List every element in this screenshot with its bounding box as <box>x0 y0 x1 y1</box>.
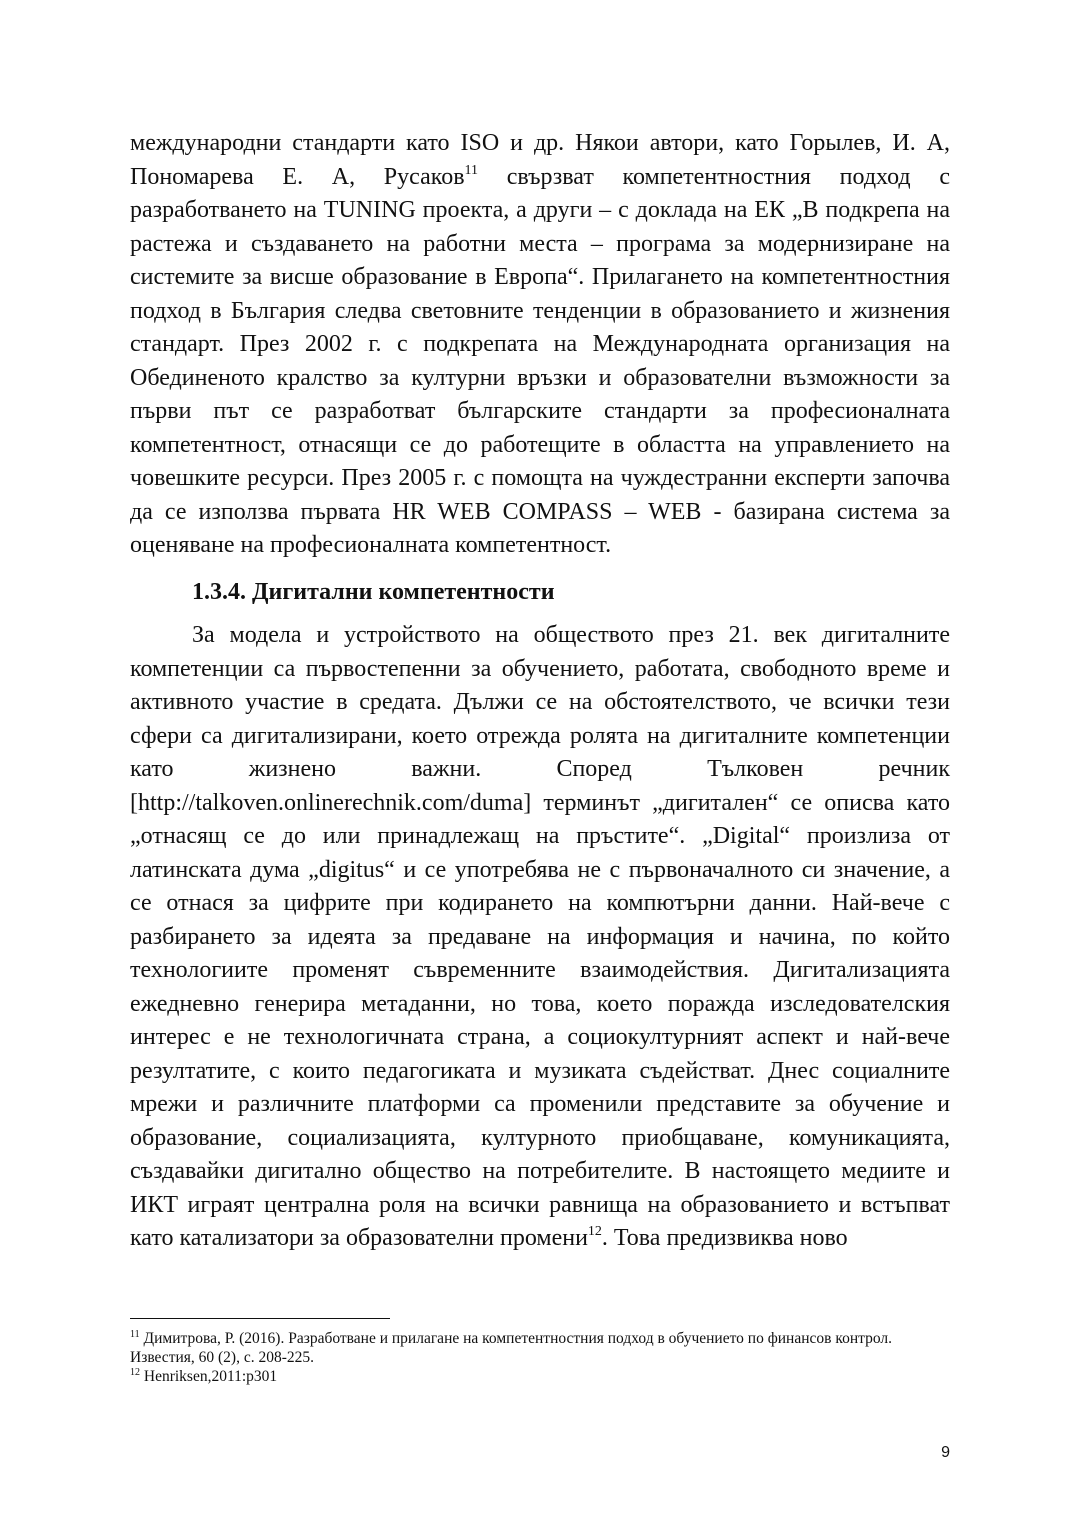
paragraph-competence-standards <box>130 127 950 563</box>
footnote-reference-11[interactable]: 11 <box>464 162 479 178</box>
paragraph-text: . Това предизвиква ново <box>601 1225 848 1251</box>
footnote-number: 11 <box>130 1329 140 1340</box>
footnote-item <box>130 1329 950 1367</box>
footnote-separator <box>130 1318 390 1319</box>
footnote-reference-12[interactable]: 12 <box>587 1224 602 1239</box>
footnote-number: 12 <box>130 1367 140 1378</box>
footnote-item <box>130 1367 950 1386</box>
paragraph-digital-competences <box>130 619 950 1256</box>
section-heading: 1.3.4. Дигитални компетентности <box>192 578 555 605</box>
paragraph-text: свързват компетентностния подход с разработването на TUNING проекта, а други – с доклада на ЕК „В подкрепа на растежа и създаването на работни места – програма за модернизиране на системите за висше образование в Европа“. Прилагането на компетентностния подход в България следва световните тенденции в образованието и жизнения стандарт. През 2002 г. с подкрепата на Международната организация на Обединеното кралство за културни връзки и образователни възможности за първи път се разработват българските стандарти за професионалната компетентност, отнасящи се до работещите в областта на управлението на човешките ресурси. През 2005 г. с помощта на чуждестранни експерти започва да се използва първата HR WEB COMPASS – WEB - базирана система за оценяване на професионалната компетентност. <box>130 163 950 558</box>
footnote-text: Димитрова, Р. (2016). Разработване и прилагане на компетентностния подход в обучението по финансов контрол. Известия, 60 (2), с. 208-225. <box>130 1330 892 1366</box>
page-number: 9 <box>941 1444 950 1461</box>
footnotes <box>130 1329 950 1386</box>
paragraph-text: международни стандарти като ISO и др. Някои автори, като Горылев, И. А, Пономарева Е. А, Русаков <box>130 130 950 190</box>
body-text <box>130 127 950 1256</box>
paragraph-text: За модела и устройството на обществото през 21. век дигиталните компетенции са първостепенни за обучението, работата, свободното време и активното участие в средата. Дължи се на обстоятелството, че всички тези сфери са дигитализирани, което отрежда ролята на дигиталните компетенции като жизнено важни. Според Тълковен речник [http://talkoven.onlinerechnik.com/duma] терминът „дигитален“ се описва като „отнасящ се до или принадлежащ на пръстите“. „Digital“ произлиза от латинската дума „digitus“ и се употребява не с първоначалното си значение, а се отнася за цифрите при кодирането на компютърни данни. Най-вече с разбирането за идеята за предаване на информация и начина, по който технологиите променят съвременните взаимодействия. Дигитализацията ежедневно генерира метаданни, но това, което поражда изследователския интерес е не технологичната страна, а социокултурният аспект и най-вече резултатите, с които педагогиката и музиката съдействат. Днес социалните мрежи и различните платформи са променили представите за обучение и образование, социализацията, културното приобщаване, комуникацията, създавайки дигитално общество на потребителите. В настоящето медиите и ИКТ играят централна роля на всички равнища на образованието и встъпват като катализатори за образователни промени <box>130 622 950 1251</box>
footnote-text: Henriksen,2011:p301 <box>140 1368 278 1385</box>
